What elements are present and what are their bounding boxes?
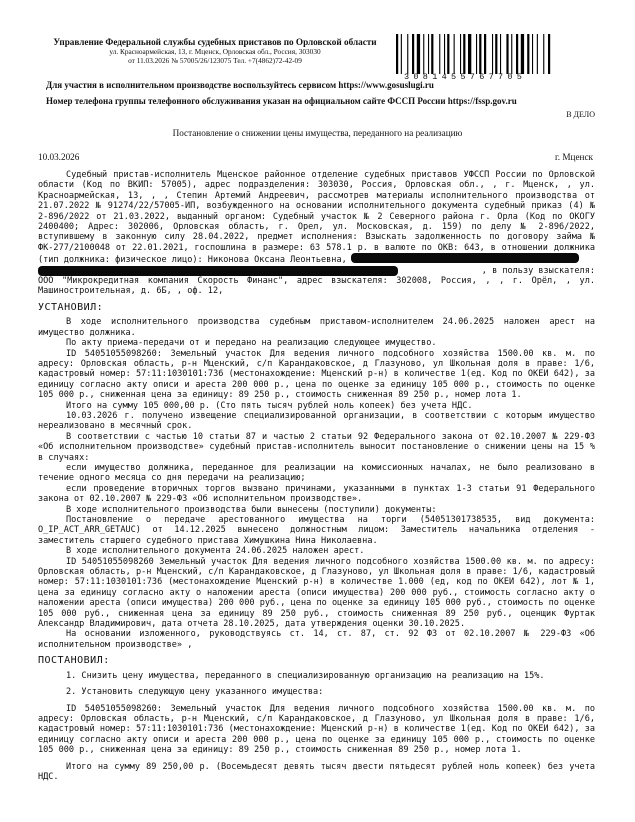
heading-ustanovil: УСТАНОВИЛ: — [38, 301, 104, 313]
decision-paragraph: ID 54051055098260: Земельный участок Для ведения личного подсобного хозяйства 1500.00 кв. м. по адресу: Орловская область, р-н Мценский, с/п Карандаковское, д Глазуново, ул Школьная доля в праве: 1/6, кадастровый номер: 57:11:1030101:736 (местонахождение: Мценский р-н) в количестве 1(ед. Код по ОКЕИ 642), за единицу согласно акту описи и ареста 200 000 р., цена по оценке за единицу 105 000 р., стоимость по оценке 105 000 р., сниженная цена за единицу: 89 250 р., стоимость сниженная 89 250 р., номер лота 1. — [38, 703, 595, 756]
body-paragraph: Итого на сумму 105 000,00 р. (Сто пять тысяч рублей ноль копеек) без учета НДС. — [66, 400, 473, 411]
body-paragraph: если имущество должника, переданное для реализации на комиссионных началах, не было реализовано в течение одного месяца со дня передачи на реализацию; — [38, 462, 595, 484]
document-city: г. Мценск — [555, 152, 593, 162]
body-paragraph: На основании изложенного, руководствуясь ст. 14, ст. 87, ст. 92 ФЗ от 02.10.2007 № 229-ФЗ «Об исполнительном производстве» , — [38, 629, 595, 650]
body-paragraph: В соответствии с частью 10 статьи 87 и частью 2 статьи 92 Федерального закона от 02.10.2007 № 229-ФЗ «Об исполнительном производстве» судебный пристав-исполнитель выносит постановление о снижении цены на 15 % в случаях: — [38, 431, 595, 463]
redaction-bar — [38, 266, 398, 276]
phone-notice: Номер телефона группы телефонного обслуживания указан на официальном сайте ФССП России https://fssp.gov.ru — [46, 96, 517, 106]
intro-continuation — [38, 266, 595, 276]
body-paragraph: 10.03.2026 г. получено извещение специализированной организации, в соответствии с которым имущество нереализовано в месячный срок. — [38, 410, 595, 432]
body-paragraph: Постановление о передаче арестованного имущества на торги (54051301738535, вид документа: O_IP_ACT_ARR_GETAUC) от 14.12.2025 вынесено должностным лицом: Заместитель начальника отделения - заместитель старшего судебного пристава Химушкина Нина Николаевна. — [38, 515, 595, 546]
document-title: Постановление о снижении цены имущества, переданного на реализацию — [172, 128, 463, 138]
barcode-number: 3081455767705 — [404, 72, 527, 82]
document-body — [38, 170, 595, 782]
gosuslugi-notice: Для участия в исполнительном производстве воспользуйтесь сервисом https://www.gosuslugi.ru — [46, 80, 434, 90]
organization-name: Управление Федеральной службы судебных приставов по Орловской области — [53, 37, 377, 47]
body-paragraph: ID 54051055098260 Земельный участок Для ведения личного подсобного хозяйства 1500.00 кв. м. по адресу: Орловская область, р-н Мценский, с/п Карандаковское, д Глазуново, ул Школьная доля в праве: 1/6, кадастровый номер: 57:11:1030101:736 (местонахождение Мценский р-н) в количестве 1.000 (ед, код по ОКЕИ 642), лот № 1, цена за единицу согласно акту о наложении ареста (описи имущества) 200 000 руб., стоимость согласно акту о наложении ареста (описи имущества) 200 000 руб., цена по оценке за единицу 105 000 руб., стоимость по оценке 105 000 руб., сниженная цена за единицу 89 250 руб., стоимость сниженная 89 250 руб., оценщик Фуртак Александр Владимирович, дата отчета 28.10.2025, дата утверждения оценки 30.10.2025. — [38, 556, 595, 630]
heading-postanovil: ПОСТАНОВИЛ: — [38, 655, 110, 667]
intro-text: Судебный пристав-исполнитель Мценское районное отделение судебных приставов УФССП России по Орловской области (Код по ВКИП: 57005), адрес подразделения: 303030, Россия, Орловская обл., , г. Мценск, , ул. Красноармейская, 13, , , Степин Артемий Андреевич, рассмотрев материалы исполнительного производства от 21.07.2022 № 91274/22/57005-ИП, возбужденного на основании исполнительного документа судебный приказ (4) № 2-896/2022 от 21.03.2022, выданный органом: Судебный участок № 2 Северного района г. Орла (Код по ОКОГУ 2400400; Адрес: 302006, Орловская область, г. Орел, ул. Московская, д. 159) по делу № 2-896/2022, вступившему в законную силу 28.04.2022, предмет исполнения: Взыскать задолженность по договору займа № ФК-277/2100048 от 22.01.2021, госпошлина в размере: 63 578.1 р. в валюте по ОКВ: 643, в отношении должника (тип должника: физическое лицо): Никонова Оксана Леонтьевна, — [38, 170, 595, 266]
barcode — [396, 34, 588, 74]
intro-paragraph — [38, 170, 595, 266]
outgoing-number: от 11.03.2026 № 57005/26/123075 Тел. +7(4862)72-42-09 — [128, 56, 302, 65]
letterhead — [40, 38, 390, 65]
body-paragraph: если проведение вторичных торгов вызвано причинами, указанными в пунктах 1-3 статьи 91 Федерального закона от 02.10.2007 № 229-ФЗ «Об исполнительном производстве». — [38, 483, 595, 505]
body-paragraph: В ходе исполнительного производства были вынесены (поступили) документы: — [66, 504, 437, 515]
redaction-bar — [351, 253, 579, 263]
body-paragraph: В ходе исполнительного производства судебным приставом-исполнителем 24.06.2025 наложен арест на имущество должника. — [38, 317, 595, 338]
v-delo-mark: В ДЕЛО — [566, 110, 595, 119]
body-paragraph: По акту приема-передачи от и передано на реализацию следующее имущество. — [66, 338, 437, 349]
creditor-prefix: , в пользу взыскателя: — [481, 265, 595, 276]
decision-paragraph: 2. Установить следующую цену указанного имущества: — [66, 687, 324, 698]
organization-address: ул. Красноармейская, 13, г. Мценск, Орловская обл., Россия, 303030 — [109, 47, 321, 56]
decision-paragraph: Итого на сумму 89 250,00 р. (Восемьдесят девять тысяч двести пятьдесят рублей ноль копеек) без учета НДС. — [38, 761, 595, 782]
creditor-paragraph: ООО "Микрокредитная компания Скорость Финанс", адрес взыскателя: 302008, Россия, , , г. Орёл, , ул. Машиностроительная, д. 6Б, , оф. 12, — [38, 276, 595, 297]
document-date: 10.03.2026 — [38, 152, 80, 162]
decision-paragraph: 1. Снизить цену имущества, переданного в специализированную организацию на реализацию на 15%. — [66, 670, 545, 681]
body-paragraph: ID 54051055098260: Земельный участок Для ведения личного подсобного хозяйства 1500.00 кв. м. по адресу: Орловская область, р-н Мценский, с/п Карандаковское, д Глазуново, ул Школьная доля в праве: 1/6, кадастровый номер: 57:11:1030101:736 (местонахождение: Мценский р-н) в количестве 1(ед. Код по ОКЕИ 642), за единицу согласно акту описи и ареста 200 000 р., цена по оценке за единицу 105 000 р., стоимость по оценке 105 000 р., сниженная цена за единицу: 89 250 р., стоимость сниженная 89 250 р., номер лота 1. — [38, 348, 595, 401]
body-paragraph: В ходе исполнительного документа 24.06.2025 наложен арест. — [66, 546, 365, 557]
